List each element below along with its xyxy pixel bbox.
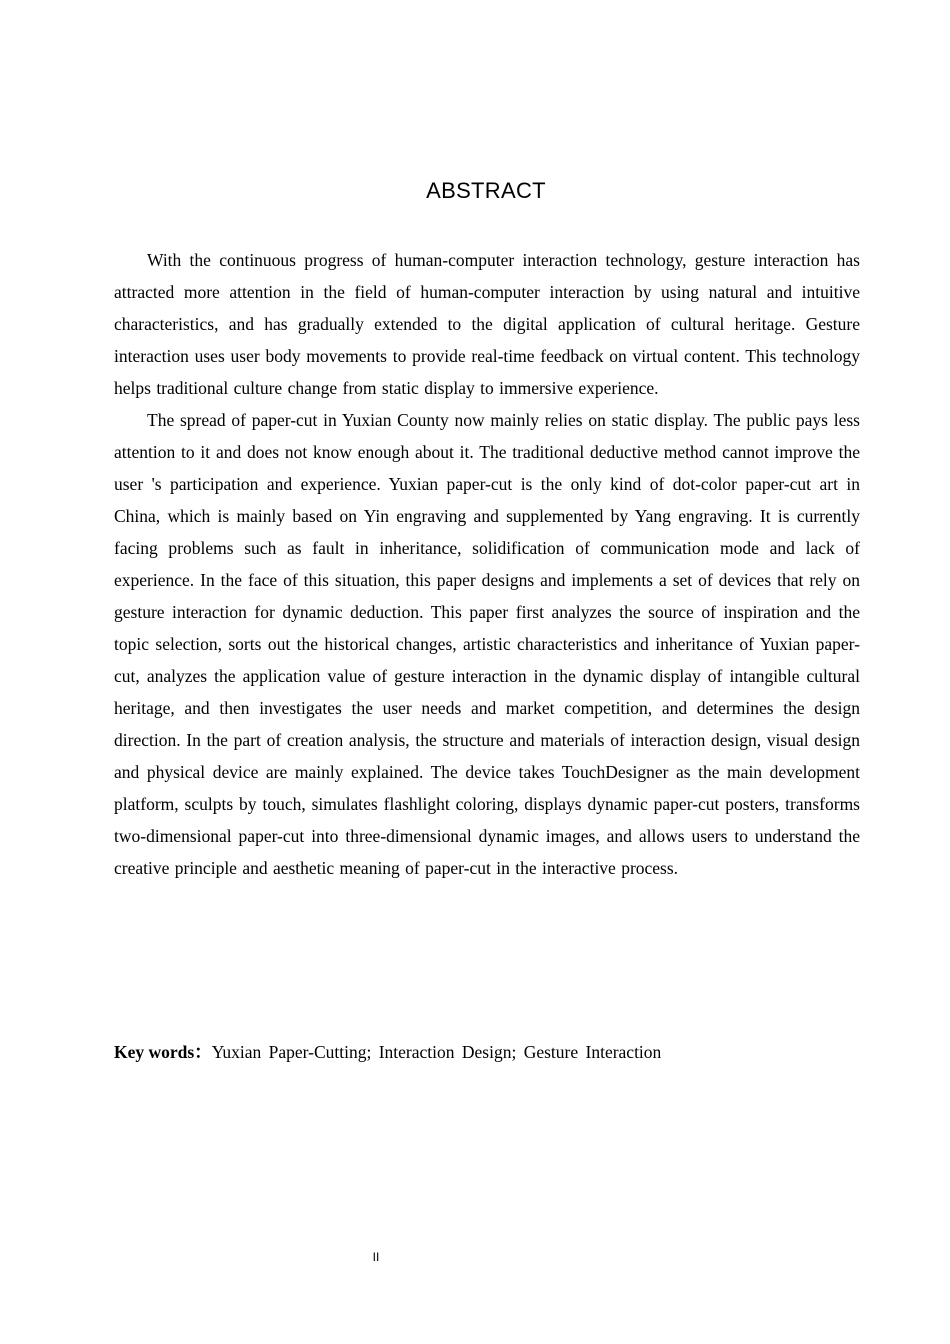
abstract-body — [114, 244, 860, 884]
keywords-line — [114, 1036, 860, 1068]
page-number: II — [372, 1250, 380, 1264]
keywords-label: Key words： — [114, 1042, 212, 1062]
keywords-values: Yuxian Paper-Cutting; Interaction Design; Gesture Interaction — [211, 1042, 662, 1062]
abstract-paragraph-1: With the continuous progress of human-computer interaction technology, gesture interaction has attracted more attention in the field of human-computer interaction by using natural and intuitive characteristics, and has gradually extended to the digital application of cultural heritage. Gesture interaction uses user body movements to provide real-time feedback on virtual content. This technology helps traditional culture change from static display to immersive experience. — [114, 250, 860, 398]
abstract-title: ABSTRACT — [426, 178, 546, 203]
abstract-paragraph-2: The spread of paper-cut in Yuxian County now mainly relies on static display. The public pays less attention to it and does not know enough about it. The traditional deductive method cannot improve the user 's participation and experience. Yuxian paper-cut is the only kind of dot-color paper-cut art in China, which is mainly based on Yin engraving and supplemented by Yang engraving. It is currently facing problems such as fault in inheritance, solidification of communication mode and lack of experience. In the face of this situation, this paper designs and implements a set of devices that rely on gesture interaction for dynamic deduction. This paper first analyzes the source of inspiration and the topic selection, sorts out the historical changes, artistic characteristics and inheritance of Yuxian paper-cut, analyzes the application value of gesture interaction in the dynamic display of intangible cultural heritage, and then investigates the user needs and market competition, and determines the design direction. In the part of creation analysis, the structure and materials of interaction design, visual design and physical device are mainly explained. The device takes TouchDesigner as the main development platform, sculpts by touch, simulates flashlight coloring, displays dynamic paper-cut posters, transforms two-dimensional paper-cut into three-dimensional dynamic images, and allows users to understand the creative principle and aesthetic meaning of paper-cut in the interactive process. — [114, 410, 860, 878]
